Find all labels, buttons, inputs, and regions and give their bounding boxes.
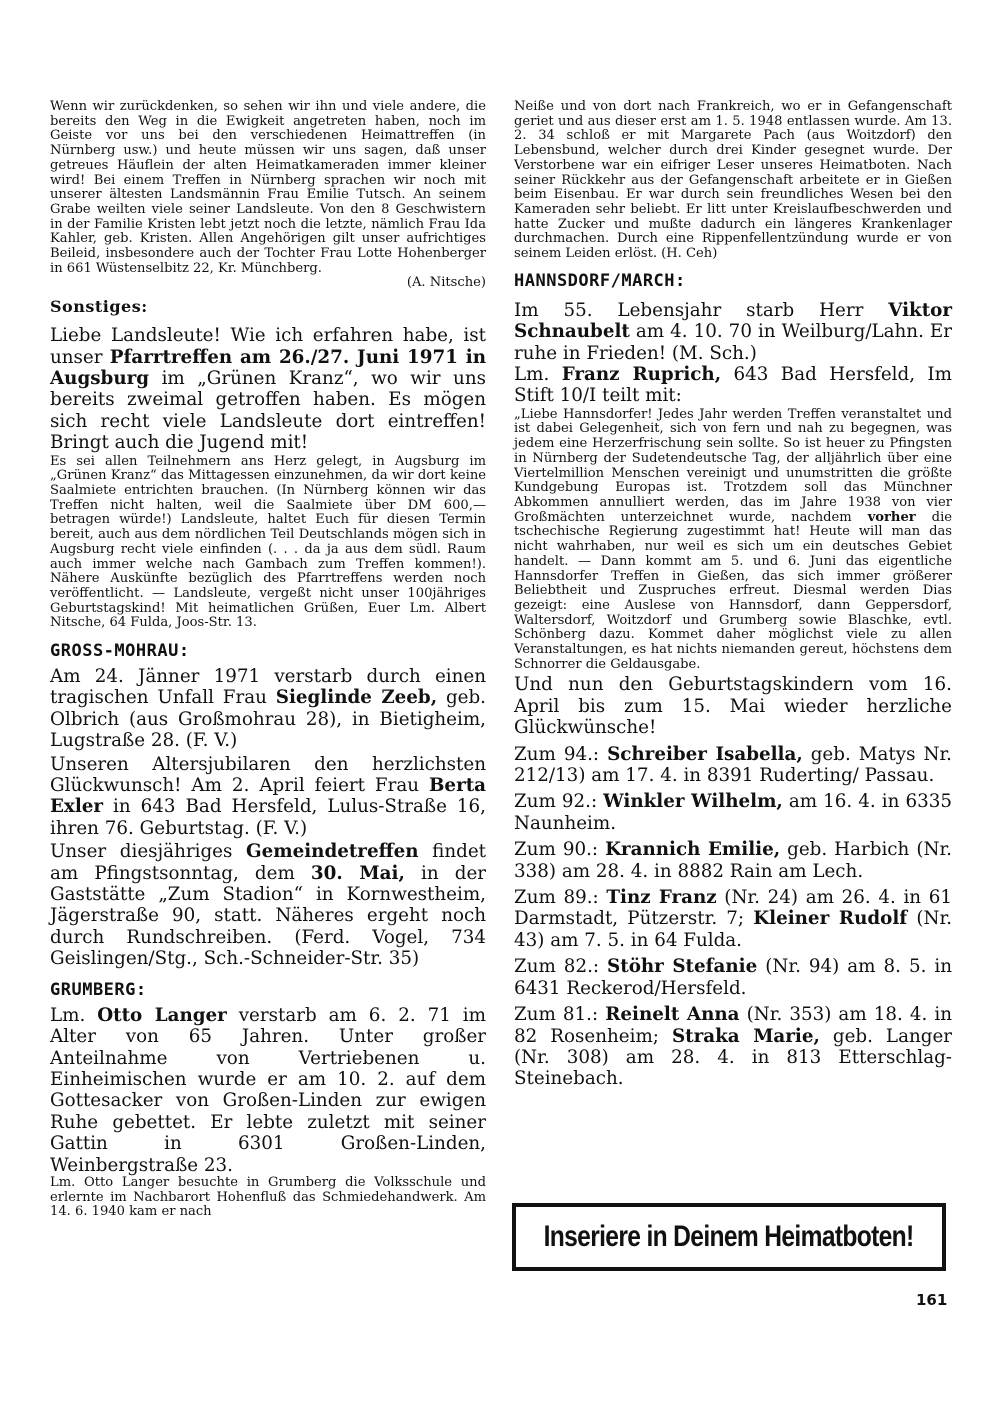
paragraph-langer-bio: Lm. Otto Langer besuchte in Grumberg die Volksschule und erlernte im Nachbarort Hohenfluß das Schmiedehandwerk. Am 14. 6. 1940 kam er nach xyxy=(50,1174,486,1220)
birthday-entry-92: Zum 92.: Winkler Wilhelm, am 16. 4. in 6335 Naunheim. xyxy=(514,791,953,834)
paragraph-langer: Lm. Otto Langer verstarb am 6. 2. 71 im Alter von 65 Jahren. Unter großer Anteilnahme von Vertriebenen u. Einheimischen wurde er am 10. 2. auf dem Gottesacker von Großen-Linden zur ewigen Ruhe gebettet. Er lebte zuletzt mit seiner Gattin in 6301 Großen-Linden, Weinbergstraße 23. xyxy=(50,1004,486,1176)
obituary-continuation: Wenn wir zurückdenken, so sehen wir ihn und viele andere, die bereits den Weg in die Ewigkeit angetreten haben, noch im Geiste vor uns bei den verschiedenen Heimattreffen (in Nürnberg usw.) und heute müssen wir uns sagen, daß unser getreues Häuflein der alten Heimatkameraden immer kleiner wird! Bei einem Treffen in Nürnberg sprachen wir noch mit unserer ältesten Landsmännin Frau Emilie Tutsch. An seinem Grabe weilten viele seiner Landsleute. Von den 8 Geschwistern in der Familie Kristen lebt jetzt noch die letzte, nämlich Frau Ida Kahler, geb. Kristen. Allen Angehörigen gilt unser aufrichtiges Beileid, insbesondere auch der Tochter Frau Lotte Hohenberger in 661 Wüstenselbitz 22, Kr. Münchberg. xyxy=(50,99,486,276)
paragraph-pfarrtreffen: Liebe Landsleute! Wie ich erfahren habe, ist unser Pfarrtreffen am 26./27. Juni 1971 in Augsburg im „Grünen Kranz“, wo wir uns bereits zweimal getroffen haben. Es mögen sich recht viele Landsleute dort eintreffen! Bringt auch die Jugend mit! xyxy=(50,325,486,454)
advertisement-box xyxy=(512,1203,946,1271)
paragraph-zeeb: Am 24. Jänner 1971 verstarb durch einen tragischen Unfall Frau Sieglinde Zeeb, geb. Olbrich (aus Großmohrau 28), in Bietigheim, Lugstraße 28. (F. V.) xyxy=(50,666,486,752)
section-heading-hannsdorf: HANNSDORF/MARCH: xyxy=(514,270,686,291)
paragraph-birthdays-intro: Und nun den Geburtstagskindern vom 16. April bis zum 15. Mai wieder herzliche Glückwünsche! xyxy=(514,674,952,739)
right-column xyxy=(514,100,952,1090)
birthday-entry-81: Zum 81.: Reinelt Anna (Nr. 353) am 18. 4. in 82 Rosenheim; Straka Marie, geb. Langer (Nr. 308) am 28. 4. in 813 Etterschlag-Steinebach. xyxy=(514,1004,953,1090)
paragraph-ruprich: Lm. Franz Ruprich, 643 Bad Hersfeld, Im Stift 10/I teilt mit: xyxy=(514,363,952,407)
left-column xyxy=(50,100,486,1220)
birthday-entry-82: Zum 82.: Stöhr Stefanie (Nr. 94) am 8. 5. in 6431 Reckerod/Hersfeld. xyxy=(514,956,953,999)
paragraph-schnaubelt: Im 55. Lebensjahr starb Herr Viktor Schnaubelt am 4. 10. 70 in Weilburg/Lahn. Er ruhe in Frieden! (M. Sch.) xyxy=(514,299,952,364)
advertisement-text: Inseriere in Deinem Heimatboten! xyxy=(544,1220,915,1253)
birthday-entry-89: Zum 89.: Tinz Franz (Nr. 24) am 26. 4. in 61 Darmstadt, Pützerstr. 7; Kleiner Rudolf (Nr. 43) am 7. 5. in 64 Fulda. xyxy=(514,887,952,951)
paragraph-teilnehmer: Es sei allen Teilnehmern ans Herz gelegt, in Augsburg im „Grünen Kranz“ das Mittagessen einzunehmen, da wir dort keine Saalmiete entrichten brauchen. (In Nürnberg können wir das Treffen nicht halten, weil die Saalmiete über DM 600,— betragen würde!) Landsleute, haltet Euch für diesen Termin bereit, auch aus dem nördlichen Teil Deutschlands mögen sich in Augsburg recht viele einfinden (. . . da ja aus dem südl. Raum auch immer welche nach Gambach zum Treffen kommen!). Nähere Auskünfte bezüglich des Pfarrtreffens werden noch veröffentlicht. — Landsleute, vergeßt nicht unser 100jähriges Geburtstagskind! Mit heimatlichen Grüßen, Euer Lm. Albert Nitsche, 64 Fulda, Joos-Str. 13. xyxy=(50,453,486,631)
paragraph-gemeindetreffen: Unser diesjähriges Gemeindetreffen findet am Pfingstsonntag, dem 30. Mai, in der Gaststätte „Zum Stadion“ in Kornwestheim, Jägerstraße 90, statt. Näheres ergeht noch durch Rundschreiben. (Ferd. Vogel, 734 Geislingen/Stg., Sch.-Schneider-Str. 35) xyxy=(50,841,486,970)
page-number: 161 xyxy=(916,1291,948,1309)
author-signature: (A. Nitsche) xyxy=(406,275,486,291)
birthday-entry-94: Zum 94.: Schreiber Isabella, geb. Matys Nr. 212/13) am 17. 4. in 8391 Ruderting/ Passau. xyxy=(514,743,952,787)
paragraph-exler: Unseren Altersjubilaren den herzlichsten Glückwunsch! Am 2. April feiert Frau Berta Exler in 643 Bad Hersfeld, Lulus-Straße 16, ihren 76. Geburtstag. (F. V.) xyxy=(50,753,486,839)
birthday-entry-90: Zum 90.: Krannich Emilie, geb. Harbich (Nr. 338) am 28. 4. in 8882 Rain am Lech. xyxy=(514,839,952,882)
section-heading-sonstiges: Sonstiges: xyxy=(50,297,148,317)
section-heading-grumberg: GRUMBERG: xyxy=(50,979,147,1000)
paragraph-hannsdorf-letter: „Liebe Hannsdorfer! Jedes Jahr werden Treffen veranstaltet und ist dabei Gelegenheit, sich von fern und nah zu begegnen, was jedem eine Herzerfrischung sein sollte. So ist heuer zu Pfingsten in Nürnberg der Sudetendeutsche Tag, der alljährlich über eine Viertelmillion Menschen vereinigt und unumstritten die größte Kundgebung Europas ist. Trotzdem soll das Münchner Abkommen annulliert werden, das im Jahre 1938 von vier Großmächten unterzeichnet wurde, nachdem vorher die tschechische Regierung zugestimmt hat! Heute will man das nicht wahrhaben, nur weil es sich um ein deutsches Gebiet handelt. — Dann kommt am 5. und 6. Juni das eigentliche Hannsdorfer Treffen in Gießen, das sich immer größerer Beliebtheit und Zuspruches erfreut. Diesmal werden Dias gezeigt: eine Auslese von Hannsdorf, dann Geppersdorf, Waltersdorf, Woitzdorf und Grumberg sowie Blaschke, evtl. Schönberg dazu. Kommet daher möglichst viele zu allen Veranstaltungen, es hat nichts niemanden gereut, höchstens dem Schnorrer die Geldausgabe. xyxy=(514,406,952,672)
section-heading-gross-mohrau: GROSS-MOHRAU: xyxy=(50,641,190,662)
obituary-langer-continuation: Neiße und von dort nach Frankreich, wo er in Gefangenschaft geriet und aus dieser erst am 1. 5. 1948 entlassen wurde. Am 13. 2. 34 schloß er mit Margarete Pach (aus Woitzdorf) den Lebensbund, welcher durch drei Kinder gesegnet wurde. Der Verstorbene war ein eifriger Leser unseres Heimatboten. Nach seiner Rückkehr aus der Gefangenschaft arbeitete er in Gießen beim Eisenbau. Er war durch sein freundliches Wesen bei den Kameraden sehr beliebt. Er litt unter Kreislaufbeschwerden und hatte Zucker und mußte dadurch ein längeres Krankenlager durchmachen. Durch eine Rippenfellentzündung wurde er von seinem Leiden erlöst. (H. Ceh) xyxy=(514,99,952,262)
